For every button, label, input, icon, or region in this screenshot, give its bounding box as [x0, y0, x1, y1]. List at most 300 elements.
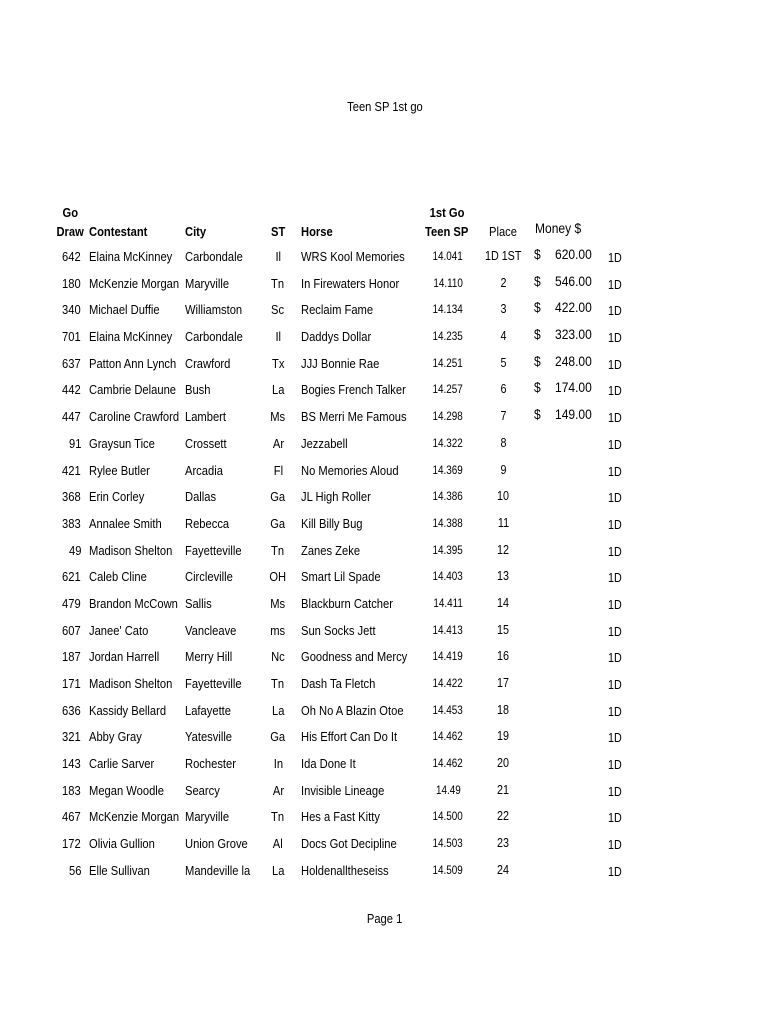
contestant-name-text: McKenzie Morgan [89, 275, 180, 291]
money-amount [549, 246, 592, 262]
state [265, 249, 291, 264]
city [185, 809, 236, 824]
run-time-text: 14.462 [432, 731, 464, 744]
division-text: 1D [608, 784, 622, 799]
horse-name [301, 356, 392, 371]
horse-name-text: WRS Kool Memories [301, 249, 405, 264]
city-text: Sallis [185, 595, 212, 611]
place [478, 863, 528, 877]
division [608, 838, 624, 852]
table-row [0, 831, 770, 858]
run-time-text: 14.411 [433, 597, 463, 610]
contestant-name [89, 729, 150, 744]
state-text: La [271, 702, 285, 718]
table-row [0, 858, 770, 885]
place [478, 703, 528, 717]
state [265, 756, 291, 771]
place [478, 836, 528, 850]
run-time-text: 14.235 [432, 331, 464, 344]
contestant-name-text: Abby Gray [89, 729, 142, 745]
horse-name [301, 783, 398, 798]
state-text: Nc [271, 649, 285, 665]
horse-name-text: Ida Done It [301, 756, 356, 772]
division [608, 651, 624, 665]
run-time-text: 14.386 [432, 491, 464, 504]
table-row [0, 618, 770, 645]
horse-name-text: Bogies French Talker [301, 382, 406, 398]
horse-name-text: Hes a Fast Kitty [301, 809, 380, 825]
state [265, 569, 291, 584]
place-text: 17 [497, 676, 509, 690]
contestant-name [89, 649, 171, 664]
money-amount [549, 353, 592, 369]
city [185, 569, 241, 584]
table-row [0, 377, 770, 404]
state [265, 356, 291, 371]
division [608, 358, 624, 372]
state-text: Ga [270, 489, 286, 505]
run-time-text: 14.110 [433, 277, 463, 290]
table-row [0, 724, 770, 751]
table-row [0, 751, 770, 778]
city-text: Crawford [185, 355, 231, 371]
draw-number-text: 183 [62, 782, 81, 798]
city [185, 356, 238, 371]
city [185, 783, 225, 798]
draw-number [59, 649, 81, 664]
money-amount [549, 326, 592, 342]
table-row [0, 271, 770, 298]
place-text: 19 [497, 729, 509, 744]
state-text: Ms [270, 409, 286, 425]
horse-name-text: Reclaim Fame [301, 302, 374, 318]
table-row [0, 244, 770, 271]
horse-name [301, 836, 412, 851]
contestant-name [89, 623, 158, 638]
header-city: City [185, 224, 207, 239]
draw-number [59, 276, 81, 291]
state-text: Ga [270, 515, 286, 531]
run-time-text: 14.257 [432, 384, 464, 397]
dollar-sign-text: $ [534, 272, 541, 289]
horse-name [301, 649, 425, 664]
run-time [420, 304, 476, 316]
header-teen-sp: Teen SP [424, 224, 468, 239]
contestant-name-text: McKenzie Morgan [89, 809, 180, 825]
contestant-name [89, 756, 165, 771]
header-place: Place [489, 224, 517, 239]
city [185, 649, 240, 664]
dollar-sign-text: $ [534, 379, 541, 396]
state-text: In [273, 756, 283, 772]
contestant-name [89, 489, 153, 504]
draw-number [59, 783, 81, 798]
state-text: Il [275, 249, 281, 264]
state-text: Ar [272, 782, 284, 798]
place [478, 676, 528, 690]
run-time [420, 598, 476, 610]
run-time [420, 331, 476, 343]
horse-name [301, 756, 365, 771]
city [185, 463, 229, 478]
city [185, 836, 258, 851]
horse-name [301, 596, 408, 611]
state [265, 649, 291, 664]
division-text: 1D [608, 678, 622, 692]
city-text: Fayetteville [185, 676, 242, 691]
city-text: Williamston [185, 302, 243, 318]
division-text: 1D [608, 304, 622, 319]
division-text: 1D [608, 277, 622, 292]
header-money: Money $ [535, 220, 582, 236]
header-contestant: Contestant [89, 224, 148, 239]
state-text: ms [270, 622, 286, 638]
place [478, 756, 528, 770]
division-text: 1D [608, 704, 622, 719]
table-row [0, 644, 770, 671]
horse-name-text: Daddys Dollar [301, 329, 372, 345]
run-time-text: 14.419 [432, 651, 464, 664]
horse-name [301, 436, 355, 451]
contestant-name [89, 329, 186, 344]
state [265, 676, 291, 691]
contestant-name-text: Caleb Cline [89, 569, 147, 585]
place-text: 3 [500, 302, 506, 317]
division-text: 1D [608, 491, 622, 506]
horse-name [301, 569, 394, 584]
run-time [420, 758, 476, 770]
horse-name-text: BS Merri Me Famous [301, 409, 407, 425]
division [608, 304, 624, 318]
place-text: 2 [500, 275, 506, 290]
city [185, 676, 251, 691]
dollar-sign [534, 353, 542, 369]
place [478, 329, 528, 343]
division-text: 1D [608, 357, 622, 372]
horse-name-text: Oh No A Blazin Otoe [301, 702, 404, 718]
draw-number [59, 809, 81, 824]
draw-number [59, 302, 81, 317]
draw-number-text: 479 [62, 595, 81, 611]
city-text: Maryville [185, 275, 230, 291]
state-text: Tn [271, 275, 285, 291]
dollar-sign-text: $ [534, 352, 541, 369]
contestant-name-text: Kassidy Bellard [89, 702, 167, 718]
run-time [420, 785, 476, 797]
state-text: Il [275, 329, 281, 345]
contestant-name [89, 302, 171, 317]
division [608, 758, 624, 772]
city-text: Union Grove [185, 836, 248, 852]
contestant-name-text: Brandon McCown [89, 595, 178, 611]
horse-name [301, 676, 387, 691]
division-text: 1D [608, 624, 622, 639]
run-time [420, 838, 476, 850]
money-amount-text: 620.00 [555, 246, 592, 262]
results-table [0, 244, 770, 885]
city-text: Vancleave [185, 622, 237, 638]
dollar-sign [534, 246, 542, 262]
city [185, 729, 240, 744]
division-text: 1D [608, 864, 622, 879]
city [185, 276, 236, 291]
division-text: 1D [608, 437, 622, 452]
division-text: 1D [608, 251, 622, 265]
horse-name [301, 382, 423, 397]
division [608, 545, 624, 559]
draw-number [67, 436, 81, 451]
place-text: 15 [497, 622, 509, 637]
place-text: 8 [500, 435, 506, 450]
run-time-text: 14.041 [432, 251, 464, 263]
draw-number-text: 49 [68, 542, 81, 558]
draw-number-text: 442 [62, 382, 81, 398]
run-time [420, 358, 476, 370]
city-text: Maryville [185, 809, 230, 825]
dollar-sign-text: $ [534, 326, 541, 343]
horse-name-text: Blackburn Catcher [301, 595, 393, 611]
money-amount-text: 422.00 [555, 299, 592, 316]
city [185, 436, 233, 451]
city-text: Yatesville [185, 729, 233, 745]
place [478, 489, 528, 503]
state-text: Fl [273, 462, 283, 478]
draw-number-text: 467 [62, 809, 81, 825]
state-text: La [271, 382, 285, 398]
draw-number [67, 543, 81, 558]
place-text: 24 [497, 862, 509, 877]
state-text: Tn [271, 676, 285, 691]
draw-number [59, 329, 81, 344]
draw-number-text: 636 [62, 702, 81, 718]
contestant-name [89, 249, 186, 264]
dollar-sign-text: $ [534, 246, 541, 262]
contestant-name [89, 809, 194, 824]
place [478, 809, 528, 823]
division [608, 571, 624, 585]
state-text: Ga [270, 729, 286, 745]
state [265, 276, 291, 291]
city [185, 596, 216, 611]
state [265, 329, 291, 344]
city [185, 543, 251, 558]
draw-number [59, 729, 81, 744]
division [608, 384, 624, 398]
city-text: Rebecca [185, 515, 230, 531]
city-text: Carbondale [185, 249, 243, 264]
division [608, 518, 624, 532]
state-text: Ar [272, 435, 284, 451]
place [478, 516, 528, 530]
draw-number-text: 621 [62, 569, 81, 585]
division [608, 465, 624, 479]
state-text: La [271, 862, 285, 878]
run-time [420, 278, 476, 290]
dollar-sign [534, 406, 542, 422]
horse-name [301, 302, 385, 317]
horse-name-text: Smart Lil Spade [301, 569, 381, 585]
city [185, 516, 236, 531]
horse-name-text: JL High Roller [301, 489, 371, 505]
run-time-text: 14.413 [432, 624, 464, 637]
dollar-sign-text: $ [534, 406, 541, 423]
draw-number [59, 489, 81, 504]
city [185, 489, 221, 504]
city [185, 302, 251, 317]
contestant-name [89, 863, 160, 878]
contestant-name-text: Megan Woodle [89, 782, 165, 798]
contestant-name-text: Jordan Harrell [89, 649, 160, 665]
state [265, 436, 291, 451]
city-text: Dallas [185, 489, 217, 505]
run-time [420, 811, 476, 823]
place-text: 14 [497, 595, 509, 610]
draw-number [59, 836, 81, 851]
city [185, 863, 261, 878]
run-time-text: 14.422 [432, 678, 464, 690]
draw-number-text: 180 [62, 275, 81, 291]
table-row [0, 671, 770, 698]
horse-name [301, 863, 403, 878]
place [478, 543, 528, 557]
state [265, 302, 291, 317]
place-text: 16 [497, 649, 509, 664]
division [608, 865, 624, 879]
place-text: 4 [500, 329, 506, 344]
division-text: 1D [608, 811, 622, 826]
city-text: Mandeville la [185, 862, 251, 878]
horse-name-text: Jezzabell [301, 435, 348, 451]
run-time-text: 14.134 [432, 304, 464, 317]
contestant-name [89, 356, 190, 371]
place [478, 276, 528, 290]
run-time [420, 571, 476, 583]
state-text: Tn [271, 809, 285, 825]
run-time [420, 865, 476, 877]
place [478, 302, 528, 316]
place [478, 249, 528, 263]
city [185, 703, 239, 718]
place [478, 569, 528, 583]
horse-name [301, 809, 393, 824]
state-text: Tn [271, 542, 285, 558]
place-text: 13 [497, 569, 509, 584]
header-st: ST [271, 224, 286, 239]
table-row [0, 404, 770, 431]
draw-number-text: 187 [62, 649, 81, 665]
city-text: Fayetteville [185, 542, 242, 558]
division [608, 811, 624, 825]
place [478, 356, 528, 370]
run-time-text: 14.369 [432, 464, 464, 477]
division [608, 278, 624, 292]
draw-number-text: 91 [68, 435, 81, 451]
table-row [0, 431, 770, 458]
place [478, 463, 528, 477]
place-text: 1D 1ST [484, 249, 522, 263]
draw-number-text: 368 [62, 489, 81, 505]
dollar-sign [534, 273, 542, 289]
dollar-sign-text: $ [534, 299, 541, 316]
horse-name-text: No Memories Aloud [301, 462, 399, 478]
dollar-sign [534, 299, 542, 315]
contestant-name [89, 463, 160, 478]
draw-number-text: 447 [62, 409, 81, 425]
state [265, 463, 291, 478]
draw-number [59, 596, 81, 611]
city-text: Arcadia [185, 462, 223, 478]
run-time-text: 14.462 [432, 758, 464, 771]
draw-number-text: 637 [62, 355, 81, 371]
run-time-text: 14.298 [432, 411, 464, 424]
state [265, 382, 291, 397]
contestant-name [89, 436, 166, 451]
place-text: 11 [497, 515, 509, 530]
contestant-name [89, 783, 176, 798]
state [265, 409, 291, 424]
division [608, 705, 624, 719]
draw-number [59, 463, 81, 478]
place-text: 20 [497, 756, 509, 771]
draw-number-text: 642 [62, 249, 81, 264]
table-row [0, 591, 770, 618]
state [265, 489, 291, 504]
state [265, 863, 291, 878]
table-row [0, 538, 770, 565]
draw-number-text: 701 [62, 329, 81, 345]
state-text: Al [273, 836, 283, 852]
place [478, 649, 528, 663]
page-title [0, 99, 770, 114]
money-amount-text: 248.00 [555, 352, 592, 369]
division [608, 491, 624, 505]
contestant-name-text: Janee' Cato [89, 622, 149, 638]
state-text: OH [269, 569, 287, 585]
draw-number [59, 756, 81, 771]
city [185, 329, 252, 344]
division-text: 1D [608, 331, 622, 346]
money-amount [549, 379, 592, 395]
contestant-name [89, 836, 166, 851]
division-text: 1D [608, 411, 622, 426]
dollar-sign [534, 326, 542, 342]
run-time [420, 438, 476, 450]
run-time [420, 465, 476, 477]
place-text: 5 [500, 355, 506, 370]
run-time [420, 625, 476, 637]
horse-name [301, 703, 420, 718]
run-time-text: 14.322 [432, 437, 464, 450]
place [478, 596, 528, 610]
contestant-name-text: Elaina McKinney [89, 329, 173, 345]
draw-number-text: 321 [62, 729, 81, 745]
run-time [420, 384, 476, 396]
horse-name-text: Kill Billy Bug [301, 515, 363, 531]
draw-number-text: 383 [62, 515, 81, 531]
contestant-name-text: Patton Ann Lynch [89, 355, 177, 371]
division [608, 678, 624, 692]
money-amount [549, 299, 592, 315]
table-row [0, 564, 770, 591]
table-row [0, 484, 770, 511]
draw-number-text: 340 [62, 302, 81, 318]
horse-name [301, 409, 424, 424]
contestant-name [89, 703, 179, 718]
run-time [420, 491, 476, 503]
run-time [420, 251, 476, 263]
run-time [420, 411, 476, 423]
contestant-name-text: Madison Shelton [89, 676, 173, 691]
